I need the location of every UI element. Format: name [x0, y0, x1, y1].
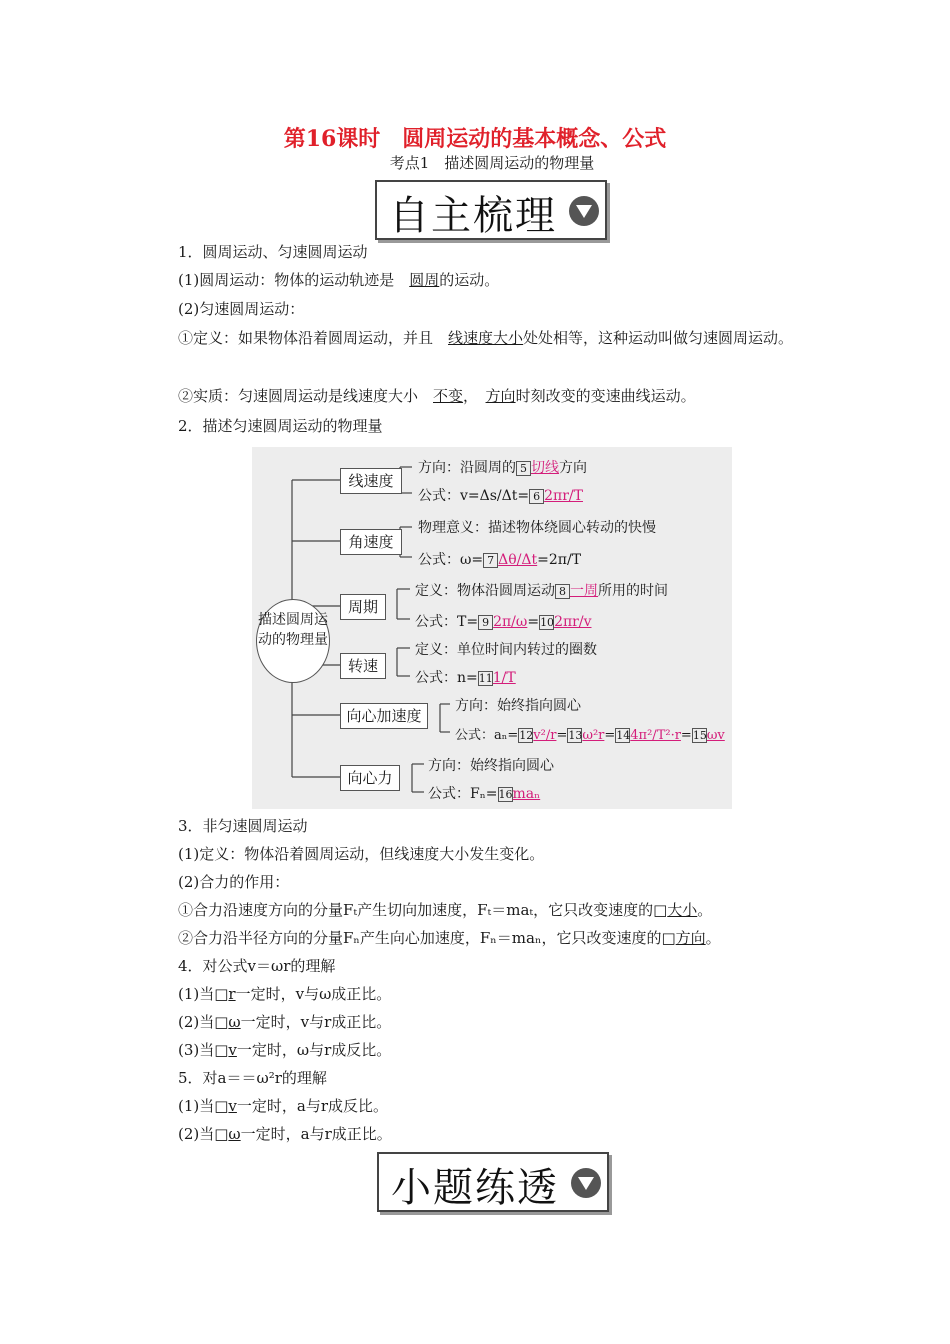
section-5-heading: 5．对a＝＝ω²r的理解 [178, 1069, 327, 1087]
section-4-l2: (2)当□ω一定时，v与r成正比。 [178, 1013, 392, 1031]
section-banner-practice [377, 1152, 609, 1212]
section-2-heading: 2．描述匀速圆周运动的物理量 [178, 417, 383, 435]
n-definition: 定义：单位时间内转过的圈数 [415, 642, 597, 658]
section-3-p1: (1)定义：物体沿着圆周运动，但线速度大小发生变化。 [178, 845, 545, 863]
section-1-p3: ①定义：如果物体沿着圆周运动，并且 线速度大小处处相等，这种运动叫做匀速圆周运动。 [178, 329, 794, 347]
node-rotational-speed: 转速 [340, 653, 386, 679]
triangle-down-icon [569, 196, 599, 226]
triangle-down-icon [571, 1168, 601, 1198]
banner-label: 自主梳理 [389, 193, 557, 239]
w-formula: 公式：ω= 7 Δθ/Δt=2π/T [418, 552, 582, 568]
v-formula: 公式：v=Δs/Δt= 6 2πr/T [418, 488, 583, 504]
section-banner-self-study [375, 180, 607, 240]
T-definition: 定义：物体沿圆周运动 8 一周所用的时间 [415, 583, 668, 599]
a-direction: 方向：始终指向圆心 [455, 698, 581, 714]
section-3-p4: ②合力沿半径方向的分量Fₙ产生向心加速度，Fₙ＝maₙ，它只改变速度的□方向。 [178, 929, 721, 947]
a-formula: 公式：aₙ=12v²/r=13ω²r=144π²/T²·r=15ωv [455, 728, 725, 743]
n-formula: 公式：n=111/T [415, 670, 516, 686]
T-formula: 公式：T= 9 2π/ω=102πr/v [415, 614, 592, 630]
section-3-p2: (2)合力的作用： [178, 873, 290, 891]
concept-diagram [252, 447, 732, 809]
w-meaning: 物理意义：描述物体绕圆心转动的快慢 [418, 520, 656, 536]
section-1-p4: ②实质：匀速圆周运动是线速度大小 不变， 方向时刻改变的变速曲线运动。 [178, 387, 696, 405]
node-linear-velocity: 线速度 [340, 468, 402, 494]
node-centripetal-force: 向心力 [340, 765, 400, 791]
section-4-l1: (1)当□r一定时，v与ω成正比。 [178, 985, 392, 1003]
F-direction: 方向：始终指向圆心 [428, 758, 554, 774]
section-4-heading: 4．对公式v＝ωr的理解 [178, 957, 336, 975]
section-1-heading: 1．圆周运动、匀速圆周运动 [178, 243, 368, 261]
node-angular-velocity: 角速度 [340, 529, 402, 555]
section-1-p2: (2)匀速圆周运动： [178, 300, 305, 318]
F-formula: 公式：Fₙ=16maₙ [428, 786, 541, 802]
section-4-l3: (3)当□v一定时，ω与r成反比。 [178, 1041, 392, 1059]
section-1-p1: (1)圆周运动：物体的运动轨迹是 圆周的运动。 [178, 271, 500, 289]
section-3-heading: 3．非匀速圆周运动 [178, 817, 308, 835]
banner-label: 小题练透 [391, 1165, 559, 1211]
section-5-l1: (1)当□v一定时，a与r成反比。 [178, 1097, 389, 1115]
page-title: 第16课时 圆周运动的基本概念、公式 [283, 126, 667, 152]
v-direction: 方向：沿圆周的 5 切线方向 [418, 460, 587, 476]
page-subtitle: 考点1 描述圆周运动的物理量 [389, 154, 595, 172]
node-centripetal-acceleration: 向心加速度 [340, 703, 428, 729]
node-period: 周期 [340, 594, 386, 620]
diagram-center-node: 描述圆周运动的物理量 [256, 599, 330, 683]
section-3-p3: ①合力沿速度方向的分量Fₜ产生切向加速度，Fₜ＝maₜ，它只改变速度的□大小。 [178, 901, 713, 919]
section-5-l2: (2)当□ω一定时，a与r成正比。 [178, 1125, 392, 1143]
